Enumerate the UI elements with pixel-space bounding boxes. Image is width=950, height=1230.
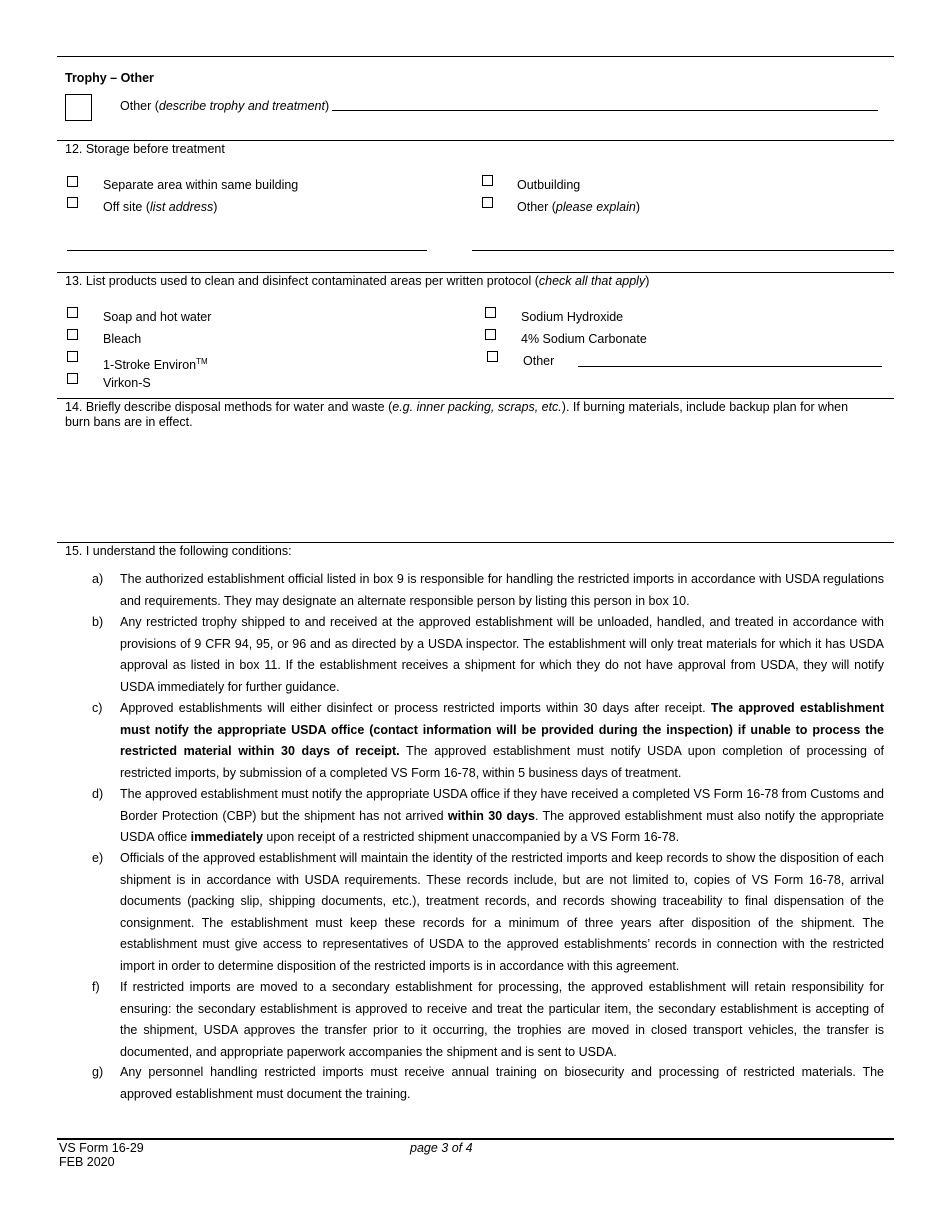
condition-e-text: Officials of the approved establishment will maintain the identity of the restricted imports and keep records to show the disposition of each shipment is in accordance with USDA requirements. These records include, but are not limited to, copies of VS Form 16-78, arrival documents (packing slip, shipping documents, etc.), treatment records, and records showing traceability to final dispensation of the consignment. The establishment must keep these records for a minimum of three years after disposition of the shipment. The establishment must give access to representatives of USDA to the approved establishments’ records in connection with the restricted import in order to determine disposition of the restricted imports is in accordance with this agreement.: [120, 851, 884, 973]
cleaning-1-stroke-label: 1-Stroke Environ™: [103, 357, 208, 372]
footer-form-number: VS Form 16-29: [59, 1141, 144, 1155]
top-rule: [57, 56, 894, 57]
disposal-prompt: 14. Briefly describe disposal methods for water and waste (e.g. inner packing, scraps, etc.). If burning materials, include backup plan for when burn bans are in effect.: [65, 400, 849, 429]
condition-c: [92, 698, 884, 784]
footer-date: FEB 2020: [59, 1155, 115, 1169]
footer-rule: [57, 1138, 894, 1140]
condition-d: [92, 784, 884, 849]
section-12-rule: [57, 140, 894, 141]
footer-page-number: page 3 of 4: [410, 1141, 473, 1155]
storage-off-site-checkbox[interactable]: [67, 197, 78, 208]
storage-outbuilding-label: Outbuilding: [517, 178, 581, 192]
cleaning-1-stroke-checkbox[interactable]: [67, 351, 78, 362]
condition-e: [92, 848, 884, 977]
storage-address-input-line[interactable]: [67, 250, 427, 251]
condition-f-letter: f): [92, 980, 100, 994]
condition-c-text: Approved establishments will either disinfect or process restricted imports within 30 days after receipt. The approved establishment must notify the appropriate USDA office (contact information will be provided during the inspection) if unable to process the restricted material within 30 days of receipt. The approved establishment must notify USDA upon completion of processing of restricted imports, by submission of a completed VS Form 16-78, within 5 business days of treatment.: [120, 701, 884, 780]
storage-separate-area-label: Separate area within same building: [103, 178, 299, 192]
condition-a-text: The authorized establishment official listed in box 9 is responsible for handling the restricted imports in accordance with USDA regulations and requirements. They may designate an alternate responsible person by listing this person in box 10.: [120, 572, 884, 608]
condition-e-letter: e): [92, 851, 104, 865]
conditions-heading: 15. I understand the following conditions:: [65, 544, 292, 558]
cleaning-sodium-carbonate-checkbox[interactable]: [485, 329, 496, 340]
trademark-mark: TM: [196, 357, 208, 366]
trophy-other-input-line[interactable]: [332, 110, 878, 111]
condition-g-letter: g): [92, 1065, 104, 1079]
condition-c-letter: c): [92, 701, 103, 715]
condition-g: [92, 1062, 884, 1105]
storage-separate-area-checkbox[interactable]: [67, 176, 78, 187]
condition-a-letter: a): [92, 572, 104, 586]
storage-other-label: Other (please explain): [517, 200, 640, 214]
cleaning-heading: 13. List products used to clean and disinfect contaminated areas per written protocol (check all that apply): [65, 274, 650, 288]
section-14-rule: [57, 398, 894, 399]
cleaning-sodium-hydroxide-label: Sodium Hydroxide: [521, 310, 624, 324]
storage-outbuilding-checkbox[interactable]: [482, 175, 493, 186]
condition-b-letter: b): [92, 615, 104, 629]
storage-explain-input-line[interactable]: [472, 250, 894, 251]
trophy-other-heading: Trophy – Other: [65, 71, 154, 85]
condition-g-text: Any personnel handling restricted imports must receive annual training on biosecurity and processing of restricted materials. The approved establishment must document the training.: [120, 1065, 884, 1101]
condition-f-text: If restricted imports are moved to a secondary establishment for processing, the approved establishment will retain responsibility for ensuring: the secondary establishment is approved to receive and treat the particular item, the secondary establishment is accepting of the shipment, USDA approves the transfer prior to it occurring, the trophies are moved in closed transport vehicles, the transfer is documented, and appropriate paperwork accompanies the shipment and is sent to USDA.: [120, 980, 884, 1059]
disposal-answer-area[interactable]: [65, 432, 885, 536]
cleaning-soap-checkbox[interactable]: [67, 307, 78, 318]
storage-heading: 12. Storage before treatment: [65, 142, 225, 156]
cleaning-sodium-carbonate-label: 4% Sodium Carbonate: [521, 332, 647, 346]
cleaning-bleach-checkbox[interactable]: [67, 329, 78, 340]
section-15-rule: [57, 542, 894, 543]
condition-d-text: The approved establishment must notify the appropriate USDA office if they have received a completed VS Form 16-78 from Customs and Border Protection (CBP) but the shipment has not arrived within 30 days. The approved establishment must also notify the appropriate USDA office immediately upon receipt of a restricted shipment unaccompanied by a VS Form 16-78.: [120, 787, 885, 844]
cleaning-other-label: Other: [523, 354, 555, 368]
section-13-rule: [57, 272, 894, 273]
cleaning-soap-label: Soap and hot water: [103, 310, 212, 324]
condition-a: [92, 569, 884, 612]
trophy-other-checkbox[interactable]: [65, 94, 92, 121]
condition-b: [92, 612, 884, 698]
condition-d-letter: d): [92, 787, 104, 801]
cleaning-other-checkbox[interactable]: [487, 351, 498, 362]
cleaning-bleach-label: Bleach: [103, 332, 142, 346]
cleaning-virkon-label: Virkon-S: [103, 376, 151, 390]
cleaning-sodium-hydroxide-checkbox[interactable]: [485, 307, 496, 318]
cleaning-other-input-line[interactable]: [578, 366, 882, 367]
storage-other-checkbox[interactable]: [482, 197, 493, 208]
storage-off-site-label: Off site (list address): [103, 200, 218, 214]
trophy-other-label: Other (describe trophy and treatment): [120, 99, 330, 113]
condition-f: [92, 977, 884, 1063]
condition-b-text: Any restricted trophy shipped to and received at the approved establishment will be unloaded, handled, and treated in accordance with provisions of 9 CFR 94, 95, or 96 and as directed by a USDA inspector. The establishment will only treat materials for which it has USDA approval as listed in box 11. If the establishment receives a shipment for which they do not have approval from USDA, they will notify USDA immediately for further guidance.: [120, 615, 884, 694]
cleaning-virkon-checkbox[interactable]: [67, 373, 78, 384]
